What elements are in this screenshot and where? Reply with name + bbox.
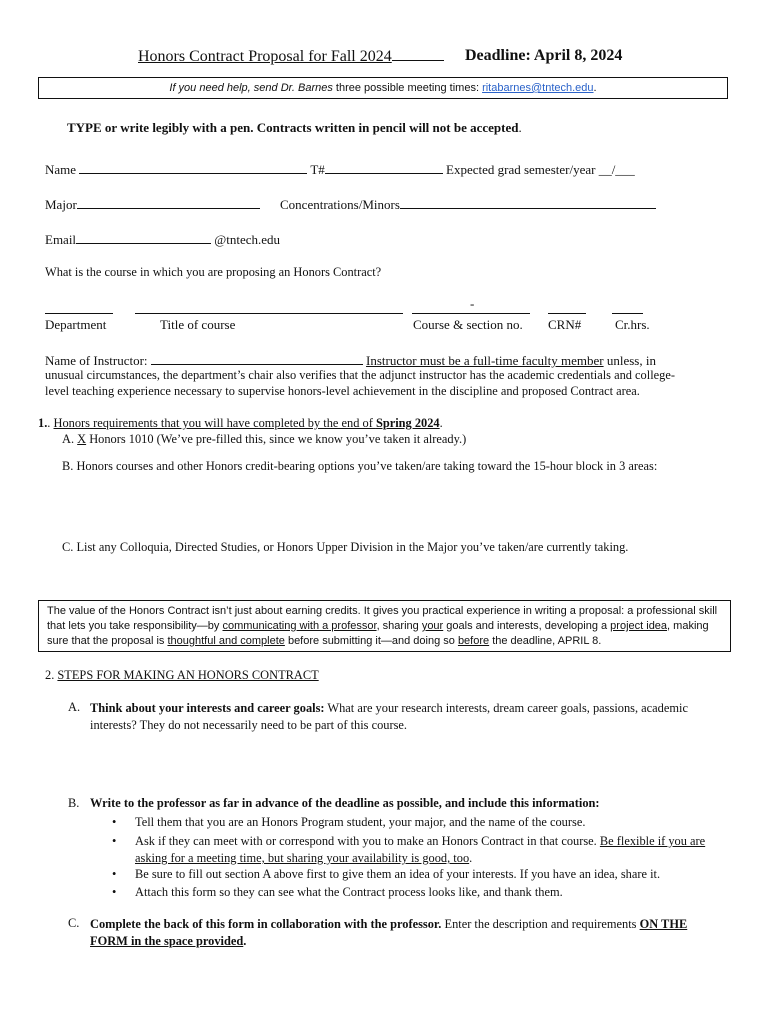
email-label: Email: [45, 232, 77, 247]
course-question: What is the course in which you are proposing an Honors Contract?: [45, 265, 382, 279]
name-row: [45, 161, 635, 178]
major-row: [45, 196, 260, 213]
bullet-dot-icon: •: [112, 834, 117, 848]
email-domain: @tntech.edu: [214, 232, 281, 247]
bullet-2-text: Ask if they can meet with or correspond with you to make an Honors Contract in that course.: [135, 834, 600, 848]
value-text-3: goals and interests, developing a: [443, 620, 611, 632]
section2-item-a: [90, 700, 700, 734]
instructor-field[interactable]: [151, 352, 363, 365]
section1-a-mark: X: [77, 432, 87, 446]
instructions-end: .: [518, 120, 522, 135]
section-label: Course & section no.: [413, 317, 523, 332]
bullet-dot-icon: •: [112, 867, 117, 881]
section1-a-label: A.: [62, 432, 75, 446]
bullet-dot-icon: •: [112, 885, 117, 899]
name-field[interactable]: [79, 161, 307, 174]
bullet-4-text: Attach this form so they can see what the Contract process looks like, and thank them.: [135, 885, 563, 899]
deadline: Deadline: April 8, 2024: [465, 47, 623, 64]
section1-number: 1.: [38, 416, 48, 430]
instructor-row: [45, 352, 656, 369]
value-text-4: , making sure that the proposal is: [47, 620, 709, 647]
conc-row: [280, 196, 656, 213]
crhrs-field[interactable]: [612, 300, 643, 314]
conc-field[interactable]: [400, 196, 656, 209]
crn-label: CRN#: [548, 317, 582, 332]
help-suffix: .: [593, 82, 597, 94]
value-text-2: , sharing: [376, 620, 422, 632]
section1-heading-bold: Spring 2024: [375, 416, 440, 430]
value-text-5: before submitting it—and doing so: [284, 635, 458, 647]
help-prefix: If you need help, send Dr. Barnes: [169, 82, 333, 94]
crhrs-label: Cr.hrs.: [615, 317, 650, 332]
section2-a-bold: Think about your interests and career goals:: [90, 701, 325, 715]
instructor-line2: unusual circumstances, the department’s chair also verifies that the adjunct instructor has the academic credentials and college-: [45, 368, 675, 382]
section2-c-underline: ON THE FORM in the space provided: [90, 917, 688, 948]
title-field[interactable]: [135, 300, 403, 314]
name-label: Name: [45, 162, 77, 177]
section2-c-bold: Complete the back of this form in collaboration with the professor.: [90, 917, 442, 931]
help-box: [38, 77, 728, 99]
section2-b-label: B.: [68, 796, 80, 810]
value-underline-4: thoughtful and complete: [167, 635, 285, 647]
bullet-2-end: .: [469, 851, 473, 865]
value-box: [38, 600, 731, 652]
form-title-text: Honors Contract Proposal for Fall 2024: [138, 48, 392, 65]
dept-label: Department: [45, 317, 107, 332]
value-underline-1: communicating with a professor: [222, 620, 377, 632]
bullet-3-text: Be sure to fill out section A above first to give them an idea of your interests. If you have an idea, share it.: [135, 867, 661, 881]
section2-heading: [45, 668, 319, 683]
section1-heading: [38, 416, 443, 431]
help-middle: three possible meeting times:: [332, 82, 483, 94]
crn-field[interactable]: [548, 300, 586, 314]
section2-b-bold: Write to the professor as far in advance of the deadline as possible, and include this information:: [90, 796, 600, 810]
instructions: [67, 120, 522, 136]
bullet-4: [112, 885, 563, 900]
section1-item-a: [62, 432, 466, 447]
email-field[interactable]: [76, 231, 211, 244]
section2-number: 2.: [45, 668, 55, 682]
dept-field[interactable]: [45, 300, 113, 314]
instructor-label: Name of Instructor:: [45, 353, 148, 368]
bullet-2-underline: Be flexible if you are asking for a meeting time, but sharing your availability is good, too: [135, 834, 706, 865]
section1-heading-text: Honors requirements that you will have completed by the end of: [53, 416, 376, 430]
section1-dot: .: [47, 416, 51, 430]
conc-label: Concentrations/Minors: [280, 197, 400, 212]
bullet-dot-icon: •: [112, 815, 117, 829]
instructor-line3: level teaching experience necessary to supervise honors-level achievement in the discipline and proposed Contract area.: [45, 384, 640, 398]
help-email-link[interactable]: ritabarnes@tntech.edu: [482, 82, 594, 94]
instructions-text: TYPE or write legibly with a pen. Contracts written in pencil will not be accepted: [67, 120, 519, 135]
section2-c-label: C.: [68, 916, 80, 930]
title-underline: [392, 47, 444, 61]
instructor-requirement: Instructor must be a full-time faculty member: [366, 353, 604, 368]
bullet-1-text: Tell them that you are an Honors Program student, your major, and the name of the course.: [135, 815, 586, 829]
section2-item-c: [90, 916, 722, 950]
section2-c-end: .: [243, 934, 247, 948]
form-title: [138, 47, 444, 66]
value-underline-5: before: [457, 635, 490, 647]
value-underline-2: your: [421, 620, 444, 632]
bullet-1: [112, 815, 585, 830]
section2-c-text: Enter the description and requirements: [441, 917, 640, 931]
email-row: [45, 231, 280, 248]
bullet-3: [112, 867, 660, 882]
bullet-2: [112, 833, 722, 867]
section1-item-b: B. Honors courses and other Honors credit-bearing options you’ve taken/are taking toward the 15-hour block in 3 areas:: [62, 459, 658, 473]
tnum-field[interactable]: [325, 161, 443, 174]
section2-a-label: A.: [68, 700, 81, 714]
section1-item-c: C. List any Colloquia, Directed Studies, or Honors Upper Division in the Major you’ve taken/are currently taking.: [62, 540, 629, 554]
section2-a-text: What are your research interests, dream career goals, passions, academic interests? They do not necessarily need to be part of this course.: [90, 701, 688, 732]
value-underline-3: project idea: [610, 620, 668, 632]
course-title-label: Title of course: [160, 317, 236, 332]
section1-a-text: Honors 1010 (We’ve pre-filled this, since we know you’ve taken it already.): [86, 432, 467, 446]
section1-heading-end: .: [439, 416, 443, 430]
section2-heading-text: STEPS FOR MAKING AN HONORS CONTRACT: [57, 668, 319, 682]
value-text-1: The value of the Honors Contract isn’t just about earning credits. It gives you practical experience in writing a proposal: a professional skill that lets you take responsibility—by: [47, 605, 718, 632]
major-field[interactable]: [77, 196, 260, 209]
value-text-6: the deadline, APRIL 8.: [489, 635, 602, 647]
grad-label: Expected grad semester/year __/___: [446, 162, 635, 177]
major-label: Major: [45, 197, 77, 212]
tnum-label: T#: [310, 162, 325, 177]
instructor-rest: unless, in: [603, 353, 656, 368]
section-dash: -: [470, 296, 475, 311]
